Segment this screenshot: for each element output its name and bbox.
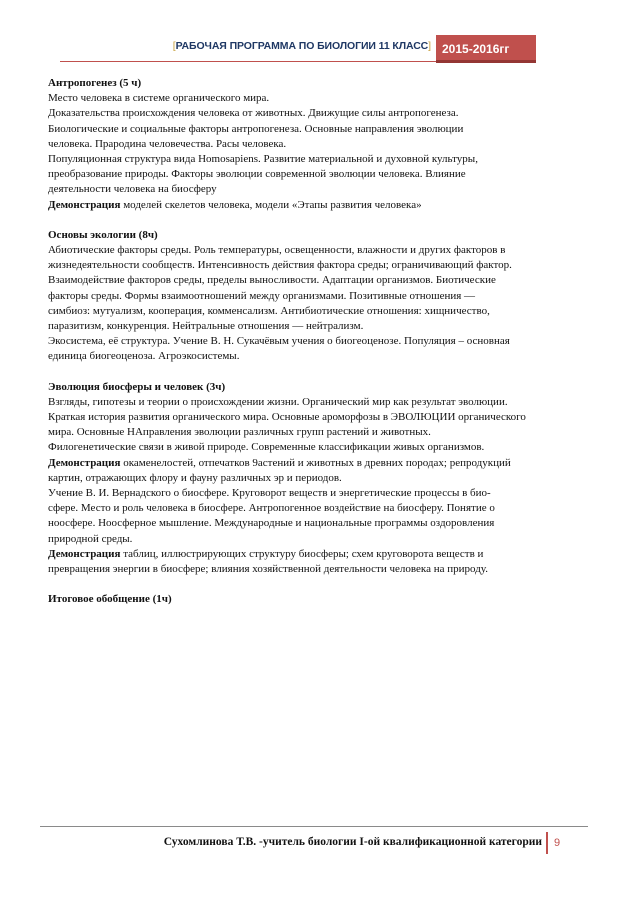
- text-line: Место человека в системе органического мира.: [48, 92, 270, 105]
- demo-text: моделей скелетов человека, модели «Этапы развития человека»: [120, 198, 422, 211]
- text-line: Учение В. И. Вернадского о биосфере. Круговорот веществ и энергетические процессы в био-: [48, 487, 491, 500]
- text-line: Популяционная структура вида Homosapiens. Развитие материальной и духовной культуры,: [48, 153, 478, 166]
- document-body: [48, 76, 588, 623]
- header-title-text: РАБОЧАЯ ПРОГРАММА ПО БИОЛОГИИ 11 КЛАСС: [175, 40, 429, 52]
- demo-text: таблиц, иллюстрирующих структуру биосферы; схем круговорота веществ и: [120, 547, 484, 560]
- section-heading: Основы экологии (8ч): [48, 228, 158, 241]
- footer-author: Сухомлинова Т.В. -учитель биологии I-ой квалификационной категории: [163, 836, 542, 848]
- demo-text: окаменелостей, отпечатков 9астений и животных в древних породах; репродукций: [120, 456, 511, 469]
- header-year-badge: 2015-2016гг: [436, 35, 536, 63]
- text-line: жизнедеятельности сообществ. Интенсивность действия фактора среды; ограничивающий фактор.: [48, 259, 512, 272]
- section-anthropogenesis: [48, 76, 588, 213]
- text-line: единица биогеоценоза. Агроэкосистемы.: [48, 350, 240, 363]
- page-header: [0, 35, 638, 63]
- text-line: Взгляды, гипотезы и теории о происхождении жизни. Органический мир как результат эволюции.: [48, 395, 508, 408]
- page-number: 9: [546, 832, 572, 854]
- text-line: Экосистема, её структура. Учение В. Н. Сукачёвым учения о биогеоценозе. Популяция – основная: [48, 335, 510, 348]
- section-ecology: [48, 228, 588, 365]
- text-line: факторы среды. Формы взаимоотношений между организмами. Позитивные отношения —: [48, 289, 476, 302]
- text-line: Биологические и социальные факторы антропогенеза. Основные направления эволюции: [48, 122, 464, 135]
- text-line: деятельности человека на биосферу: [48, 183, 217, 196]
- section-biosphere-evolution: [48, 380, 588, 578]
- header-bracket-close: ]: [428, 40, 431, 52]
- section-heading: Итоговое обобщение (1ч): [48, 593, 172, 606]
- text-line: сфере. Место и роль человека в биосфере. Антропогенное воздействие на биосферу. Понятие о: [48, 502, 495, 515]
- section-final-summary: [48, 592, 588, 607]
- text-line: Доказательства происхождения человека от животных. Движущие силы антропогенеза.: [48, 107, 459, 120]
- footer-divider: [40, 826, 588, 827]
- text-line: превращения энергии в биосфере; влияния хозяйственной деятельности человека на природу.: [48, 563, 488, 576]
- text-line: мира. Основные НАправления эволюции различных групп растений и животных.: [48, 426, 431, 439]
- page-footer: [0, 832, 638, 854]
- text-line: Краткая история развития органического мира. Основные ароморфозы в ЭВОЛЮЦИИ органического: [48, 411, 526, 424]
- demo-label: Демонстрация: [48, 198, 121, 211]
- text-line: Взаимодействие факторов среды, пределы выносливости. Адаптации организмов. Биотические: [48, 274, 496, 287]
- header-bracket-open: [: [172, 40, 176, 52]
- demo-line: [48, 456, 588, 471]
- header-divider: [60, 61, 436, 62]
- header-title: [173, 40, 431, 52]
- text-line: симбиоз: мутуализм, кооперация, комменсализм. Антибиотические отношения: хищничество,: [48, 304, 490, 317]
- section-heading: Эволюция биосферы и человек (3ч): [48, 380, 226, 393]
- demo-label: Демонстрация: [48, 456, 121, 469]
- section-heading: Антропогенез (5 ч): [48, 77, 142, 89]
- text-line: человека. Прародина человечества. Расы человека.: [48, 137, 287, 150]
- text-line: картин, отражающих флору и фауну различных эр и периодов.: [48, 471, 342, 484]
- text-line: Абиотические факторы среды. Роль температуры, освещенности, влажности и других факторов в: [48, 244, 506, 257]
- demo-label: Демонстрация: [48, 547, 121, 560]
- demo-line: [48, 547, 588, 562]
- text-line: паразитизм, конкуренция. Нейтральные отношения — нейтрализм.: [48, 320, 364, 333]
- text-line: преобразование природы. Факторы эволюции современной эволюции человека. Влияние: [48, 168, 466, 181]
- text-line: природной среды.: [48, 532, 133, 545]
- demo-line: [48, 198, 588, 213]
- text-line: ноосфере. Ноосферное мышление. Международные и национальные программы оздоровления: [48, 517, 495, 530]
- text-line: Филогенетические связи в живой природе. Современные классификации живых организмов.: [48, 441, 485, 454]
